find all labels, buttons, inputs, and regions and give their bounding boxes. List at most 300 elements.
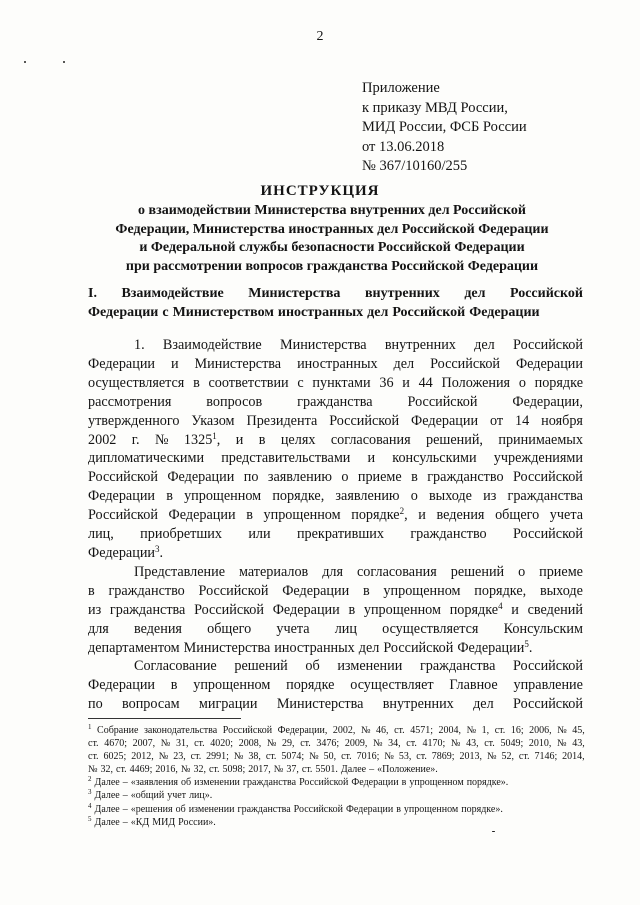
footnote-reference: 4 — [88, 801, 92, 810]
word: 4020; — [210, 738, 234, 750]
body-text — [88, 336, 583, 714]
word — [88, 724, 92, 737]
word: изменении — [188, 803, 235, 815]
word: ст. — [190, 751, 202, 763]
word: Российской — [222, 725, 273, 736]
footnote-reference: 1 — [212, 430, 217, 441]
word: общего — [207, 620, 252, 637]
word: Федерации — [88, 677, 156, 694]
word: в — [362, 582, 370, 599]
word: № — [88, 764, 98, 776]
word: об — [181, 777, 192, 789]
word: Согласование — [134, 658, 217, 675]
word: № — [360, 725, 371, 736]
word: внутренних — [382, 696, 454, 713]
word: ст. — [494, 725, 506, 736]
word: Федерации — [411, 412, 479, 429]
word: ст. — [88, 738, 99, 750]
word: 2014, — [562, 751, 585, 763]
word: в — [193, 374, 200, 391]
word: выходе — [428, 488, 472, 505]
word: ст. — [406, 738, 417, 750]
word: осуществляется — [88, 374, 185, 391]
word: ст. — [341, 751, 352, 763]
word: «решения — [130, 803, 173, 815]
word: Федерации — [167, 469, 235, 486]
body-line — [88, 695, 583, 714]
word: 2012, — [131, 751, 154, 763]
footnote-reference: 5 — [524, 638, 529, 649]
footnote-line — [88, 816, 585, 829]
word: № — [557, 725, 567, 736]
word: 6025; — [103, 751, 127, 763]
word: 1325$^1$, — [183, 430, 221, 448]
body-line — [88, 657, 583, 676]
word: и — [418, 507, 426, 524]
word: Собрание — [97, 725, 139, 736]
body-line — [88, 544, 583, 563]
word: 4469; — [129, 764, 153, 776]
word: гражданства — [419, 658, 496, 675]
word: ст. — [208, 764, 220, 776]
word: 2006, — [529, 725, 552, 736]
body-line — [88, 374, 583, 393]
word: Федерации — [88, 488, 156, 505]
word: 2002, — [332, 725, 356, 736]
word: и — [235, 431, 244, 448]
word: иностранных — [297, 355, 378, 372]
body-line — [88, 601, 583, 620]
word: порядке — [286, 677, 335, 694]
word: учет — [167, 790, 187, 802]
word: Российской — [88, 469, 158, 486]
word: решений — [450, 563, 505, 580]
word: заявлению — [335, 488, 400, 505]
word: Российской — [430, 355, 501, 372]
word: 44 — [418, 374, 433, 391]
word: упрощенном — [193, 677, 271, 694]
body-line — [88, 393, 583, 412]
footnote-reference: 5 — [88, 814, 92, 823]
word: сведений — [527, 601, 583, 618]
word: гражданства — [242, 777, 297, 789]
body-line — [88, 639, 583, 658]
word: Российской — [512, 469, 583, 486]
word: 7146; — [534, 751, 558, 763]
word: – — [122, 790, 128, 802]
word: 5098; — [222, 764, 246, 776]
word: Российской — [510, 286, 583, 301]
word: и — [402, 374, 410, 391]
appendix-block — [362, 79, 602, 177]
word — [88, 816, 92, 829]
word: с — [297, 374, 304, 391]
word: учреждениями — [493, 450, 583, 467]
word: упрощенном — [184, 488, 262, 505]
word: изменении — [337, 658, 403, 675]
word: Министерства — [183, 639, 271, 656]
word: 29, — [282, 738, 295, 750]
word: 46, — [376, 725, 389, 736]
word: законодательства — [143, 725, 218, 736]
document-title: ИНСТРУКЦИЯ — [260, 183, 380, 199]
section-heading-line — [88, 304, 583, 323]
word: 5074; — [281, 751, 305, 763]
word: 50, — [323, 751, 337, 763]
word: «КД — [130, 816, 150, 828]
word: I. — [88, 286, 97, 301]
word: Российской — [299, 777, 349, 789]
word: заявлению — [267, 469, 332, 486]
word: порядке». — [461, 803, 503, 815]
word: Министерства — [248, 286, 341, 301]
word: порядке$^2$, — [351, 506, 408, 524]
body-line — [88, 487, 583, 506]
word: Положения — [441, 374, 511, 391]
word: порядке, — [474, 582, 527, 599]
word: 7016; — [356, 751, 380, 763]
word: иностранных — [277, 304, 364, 320]
word: № — [450, 738, 461, 750]
word: Федерации$^3$. — [88, 543, 164, 561]
word: № — [372, 738, 383, 750]
word: № — [158, 751, 169, 763]
word: дел — [393, 355, 415, 372]
word: целях — [280, 431, 316, 448]
word: № — [233, 751, 244, 763]
word: Федерации — [88, 304, 159, 320]
word: ст. — [116, 764, 127, 776]
word: Российской — [513, 658, 583, 675]
word: внутренних — [384, 337, 456, 353]
word: лиц — [334, 620, 357, 637]
word: 2007, — [132, 738, 156, 750]
footnote-reference: 1 — [88, 723, 92, 731]
word: 5049; — [500, 738, 524, 750]
word: Российской — [329, 412, 400, 429]
word: в — [411, 469, 418, 486]
word: Указом — [191, 412, 235, 429]
word: 3476; — [316, 738, 340, 750]
word: ст. — [194, 738, 205, 750]
word: ст. — [394, 725, 405, 736]
footnotes — [88, 724, 585, 829]
scan-speck — [63, 61, 65, 63]
word: учета — [549, 507, 583, 524]
word: Российской — [383, 639, 454, 656]
word: 38, — [248, 751, 261, 763]
word: департаментом — [88, 639, 180, 656]
word: и — [511, 601, 519, 618]
word: Российской — [513, 337, 583, 353]
word: о — [518, 563, 526, 580]
word: ноября — [541, 412, 583, 429]
appendix-line: МИД России, ФСБ России — [362, 119, 527, 135]
word: управление — [513, 677, 583, 694]
word: ст. — [265, 751, 277, 763]
word: – — [122, 816, 128, 828]
word: дел — [367, 304, 389, 320]
word: порядке$^4$ — [449, 600, 503, 618]
word: Министерства — [276, 696, 364, 713]
footnote-reference: 4 — [498, 600, 503, 611]
word: 2010, — [528, 738, 552, 750]
word: Федерации — [515, 355, 583, 372]
word: изменении — [194, 777, 240, 789]
word: для — [88, 620, 109, 637]
word: в — [396, 803, 401, 815]
footnote-reference: 3 — [155, 543, 160, 554]
word: № — [486, 751, 497, 763]
word: согласования — [330, 431, 411, 448]
word: порядке — [534, 374, 583, 391]
word: № — [266, 738, 277, 750]
word: об — [305, 658, 320, 675]
appendix-line: Приложение — [362, 80, 440, 96]
word: ведения — [133, 620, 182, 637]
word: 2013, — [459, 751, 483, 763]
word: гражданства — [297, 393, 373, 410]
word: 1. — [134, 337, 145, 353]
footnote-reference: 2 — [399, 506, 405, 517]
word: Российской — [392, 304, 466, 320]
word: ведения — [436, 507, 485, 524]
word: Министерством — [172, 304, 274, 320]
word: № — [309, 751, 319, 763]
word: Федерации — [469, 304, 540, 320]
word: консульскими — [392, 450, 477, 467]
word: гражданства — [507, 488, 583, 505]
word: в — [401, 777, 407, 789]
word: Федерации — [282, 582, 350, 599]
word: общего — [495, 507, 540, 524]
word: 34, — [388, 738, 401, 750]
word: гражданства — [237, 803, 291, 815]
word: «Положение». — [377, 764, 438, 776]
word: Взаимодействие — [162, 337, 262, 353]
body-line — [88, 506, 583, 525]
word: 32, — [100, 764, 114, 776]
word: учета — [276, 620, 310, 637]
word: рассмотрения — [88, 393, 172, 410]
word: № — [160, 738, 171, 750]
footnote-line — [88, 789, 585, 802]
word: 43, — [572, 738, 585, 750]
word: Российской — [88, 507, 158, 524]
word: Федерации$^5$. — [457, 638, 533, 656]
word: соответствии — [208, 374, 289, 391]
word: утвержденного — [88, 412, 180, 429]
body-line — [88, 468, 583, 487]
word: и — [367, 450, 376, 467]
word: Российской — [194, 601, 264, 618]
word: МИД — [152, 816, 176, 828]
word: России». — [178, 816, 216, 828]
section-heading-line — [88, 285, 583, 304]
subtitle-line: Федерации, Министерства иностранных дел Российской Федерации — [115, 221, 549, 237]
word: упрощенном — [363, 601, 441, 618]
word: 16; — [510, 725, 524, 736]
subtitle-line: и Федеральной службы безопасности Российской Федерации — [139, 240, 525, 255]
word: ст. — [416, 751, 427, 763]
word: 2002 — [88, 431, 117, 448]
word: 32, — [193, 764, 206, 776]
word: с — [162, 304, 169, 320]
word: 14 — [515, 412, 530, 429]
word: упрощенном — [383, 582, 461, 599]
word: 5501. — [315, 764, 338, 776]
word: 45, — [572, 725, 585, 736]
footnote-separator — [88, 718, 241, 719]
word: Президента — [246, 412, 318, 429]
word: № — [154, 431, 169, 448]
word: по — [88, 696, 103, 713]
word: решений — [234, 658, 288, 675]
word: Далее — [94, 777, 120, 789]
word: Федерации, — [512, 393, 583, 410]
word: дел — [358, 639, 380, 656]
word: в — [246, 507, 253, 524]
word: Российской — [198, 582, 269, 599]
word: упрощенном — [263, 507, 341, 524]
footnote-reference: 3 — [88, 788, 92, 797]
footnote-line — [88, 724, 585, 737]
word: для — [322, 563, 344, 580]
word: 2008, — [238, 738, 262, 750]
body-line — [88, 355, 583, 374]
word: гражданство — [108, 582, 185, 599]
word: осуществляется — [382, 620, 479, 637]
word: № — [180, 764, 191, 776]
word: иностранных — [274, 639, 355, 656]
body-line — [88, 336, 583, 355]
word: 4670; — [104, 738, 127, 750]
word: о — [518, 374, 526, 391]
word: Далее — [340, 764, 367, 776]
word: гражданство — [410, 526, 487, 543]
word: об — [175, 803, 186, 815]
word: из — [483, 488, 497, 505]
body-line — [88, 412, 583, 431]
word: № — [557, 738, 567, 750]
word: «заявления — [130, 777, 179, 789]
word: прекративших — [296, 526, 384, 543]
word: в — [258, 431, 266, 448]
word: порядке, — [272, 488, 325, 505]
word: 53, — [398, 751, 412, 763]
word: 2017, — [248, 764, 271, 776]
word: 7869; — [431, 751, 455, 763]
word: № — [273, 764, 284, 776]
word: 52, — [501, 751, 514, 763]
word: в — [170, 677, 178, 694]
word: Министерства — [280, 337, 367, 353]
word: Российской — [513, 526, 583, 543]
word: ст. — [88, 751, 99, 763]
word: о — [410, 488, 418, 505]
word: 43, — [466, 738, 479, 750]
word: по — [243, 469, 259, 486]
body-line — [88, 676, 583, 695]
word: приобретших — [140, 526, 222, 543]
body-line — [88, 449, 583, 468]
word: ст. — [484, 738, 495, 750]
word: о — [341, 469, 349, 486]
word: Российской — [293, 803, 343, 815]
word: материалов — [238, 563, 309, 580]
word: упрощенном — [403, 803, 459, 815]
word: ст. — [301, 764, 313, 776]
word: Далее — [94, 816, 120, 828]
word: 36 — [379, 374, 394, 391]
word: Далее — [94, 790, 120, 802]
word: – — [122, 803, 128, 815]
section-heading — [88, 285, 583, 322]
word: 4571; — [410, 725, 433, 736]
word: дипломатическими — [88, 450, 205, 467]
word: Федерации — [345, 803, 394, 815]
word: дел — [464, 286, 486, 301]
word: Российской — [407, 393, 478, 410]
word: или — [248, 526, 271, 543]
word: согласования — [357, 563, 437, 580]
word: Взаимодействие — [121, 286, 224, 301]
word: Министерства — [194, 355, 282, 372]
word: ст. — [518, 751, 530, 763]
body-line — [88, 582, 583, 601]
word: Далее — [94, 803, 120, 815]
footnote-line — [88, 750, 585, 763]
body-line — [88, 620, 583, 639]
scan-speck — [492, 831, 495, 832]
word: осуществляет — [350, 677, 434, 694]
appendix-line: от 13.06.2018 — [362, 138, 445, 155]
word: и — [170, 355, 179, 372]
subtitle-line: при рассмотрении вопросов гражданства Российской Федерации — [125, 258, 539, 274]
word: Федерации — [351, 777, 399, 789]
word: упрощенном — [409, 777, 464, 789]
word: 2991; — [206, 751, 229, 763]
scan-speck — [24, 61, 26, 63]
word: приеме — [539, 563, 583, 580]
word: Российской — [513, 696, 583, 713]
word: гражданство — [427, 469, 504, 486]
appendix-line: № 367/10160/255 — [362, 158, 468, 174]
word: миграции — [198, 696, 258, 713]
word: Федерации — [272, 601, 340, 618]
word: № — [466, 725, 477, 736]
word: лиц, — [88, 526, 114, 543]
word: от — [490, 412, 504, 429]
word: «общий — [130, 790, 165, 802]
body-line — [88, 431, 583, 450]
word: 2009, — [344, 738, 368, 750]
footnote-line — [88, 803, 585, 816]
word: – — [369, 764, 375, 776]
word: лиц». — [189, 790, 213, 802]
word: 1, — [481, 725, 490, 736]
word: дел — [474, 337, 495, 353]
word: 31, — [175, 738, 189, 750]
word: решений, — [426, 431, 483, 448]
word: Консульским — [503, 620, 583, 637]
word: Федерации — [168, 507, 236, 524]
footnote-line — [88, 737, 585, 750]
word: 4170; — [422, 738, 446, 750]
body-line — [88, 525, 583, 544]
word: г. — [131, 431, 140, 448]
word: внутренних — [364, 286, 440, 301]
